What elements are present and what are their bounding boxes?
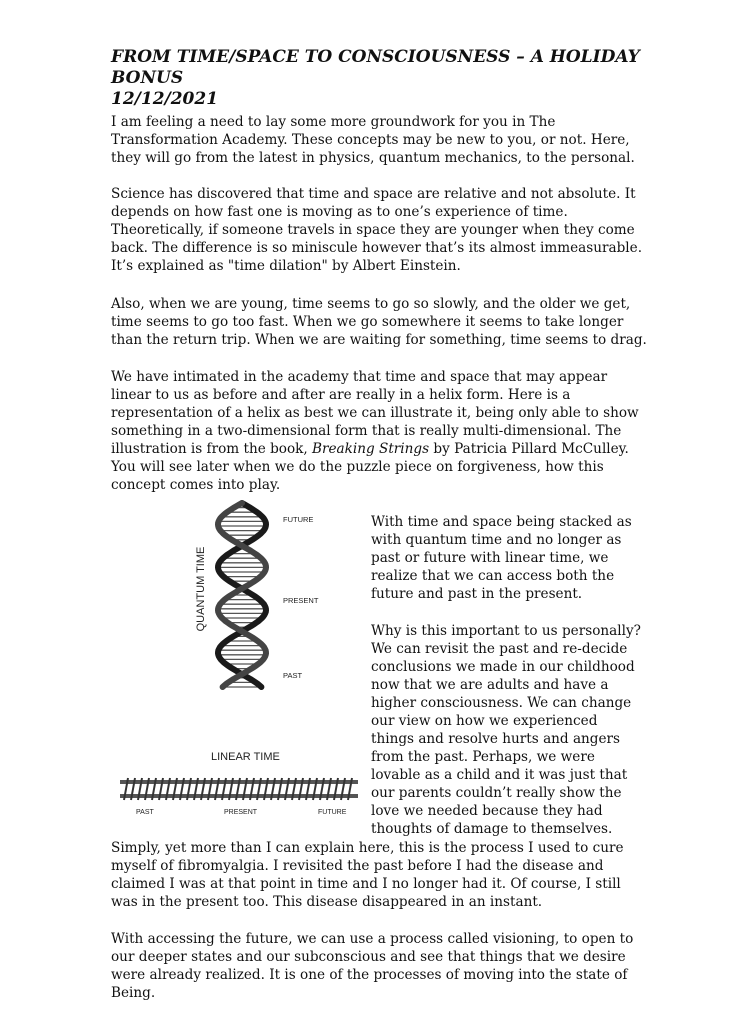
title-line-1: FROM TIME/SPACE TO CONSCIOUSNESS – A HOLIDAY BONUS	[111, 47, 640, 88]
helix-present-label: PRESENT	[283, 596, 319, 605]
quantum-time-label: QUANTUM TIME	[195, 546, 207, 632]
sidebar-paragraph-personal: Why is this important to us personally? We can revisit the past and re-decide conclusions we made in our childhood now that we are adults and have a higher consciousness. We can change our view on how we experienced things and resolve hurts and angers from the past. Perhaps, we were lovable as a child and it was just that our parents couldn’t really show the love we needed because they had thoughts of damage to themselves.	[371, 623, 641, 837]
paragraph-young-old: Also, when we are young, time seems to go so slowly, and the older we get, time seems to go too fast. When we go somewhere it seems to take longer than the return trip. When we are waiting for something, time seems to drag.	[111, 296, 647, 348]
track-present-label: PRESENT	[224, 809, 258, 816]
sidebar-paragraph-access: With time and space being stacked as with quantum time and no longer as past or future with linear time, we realize that we can access both the future and past in the present.	[371, 514, 632, 602]
document-title	[111, 47, 671, 110]
linear-time-label: LINEAR TIME	[211, 751, 280, 763]
paragraph-fibromyalgia: Simply, yet more than I can explain here, this is the process I used to cure myself of fibromyalgia. I revisited the past before I had the disease and claimed I was at that point in time and I no longer had it. Of course, I still was in the present too. This disease disappeared in an instant.	[111, 840, 624, 910]
paragraph-visioning: With accessing the future, we can use a process called visioning, to open to our deeper states and our subconscious and see that things that we desire were already realized. It is one of the processes of moving into the state of Being.	[111, 931, 634, 1001]
paragraph-intro: I am feeling a need to lay some more groundwork for you in The Transformation Academy. These concepts may be new to you, or not. Here, they will go from the latest in physics, quantum mechanics, to the personal.	[111, 114, 635, 166]
helix-future-label: FUTURE	[283, 515, 314, 524]
book-title: Breaking Strings	[312, 441, 430, 457]
helix-text-end: by Patricia Pillard McCulley. You will see later when we do the puzzle piece on forgiveness, how this concept comes into play.	[111, 441, 629, 493]
helix-text-start: We have intimated in the academy that time and space that may appear linear to us as before and after are really in a helix form. Here is a representation of a helix as best we can illustrate it, being only able to show something in a two-dimensional form that is really multi-dimensional. The illustration is from the book,	[111, 369, 639, 457]
railroad-track-graphic	[120, 778, 358, 800]
paragraph-helix	[111, 368, 647, 494]
time-helix-illustration	[118, 497, 368, 822]
paragraph-science: Science has discovered that time and space are relative and not absolute. It depends on how fast one is moving as to one’s experience of time. Theoretically, if someone travels in space they are younger when they come back. The difference is so miniscule however that’s its almost immeasurable. It’s explained as "time dilation" by Albert Einstein.	[111, 186, 643, 274]
track-future-label: FUTURE	[318, 809, 347, 816]
helix-past-label: PAST	[283, 671, 303, 680]
title-date: 12/12/2021	[111, 89, 219, 109]
track-past-label: PAST	[136, 809, 154, 816]
